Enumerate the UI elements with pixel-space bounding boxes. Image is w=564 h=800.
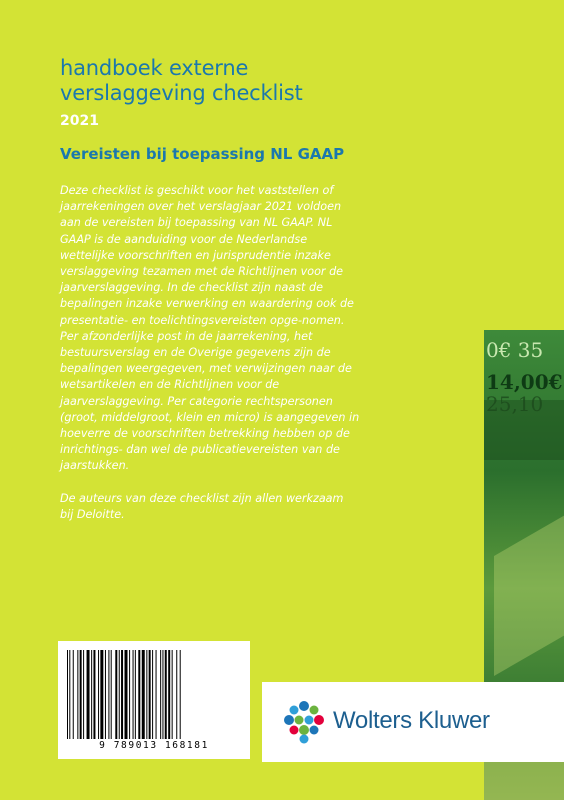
barcode-bar <box>69 650 70 739</box>
barcode-bar <box>152 650 153 739</box>
edition-year: 2021 <box>60 113 99 129</box>
barcode-bar <box>172 650 173 739</box>
barcode-bar <box>83 650 84 739</box>
description-paragraph-1: Deze checklist is geschikt voor het vaststellen of jaarrekeningen over het verslagjaar 2021 voldoen aan de vereisten bij toepassing van NL GAAP. NL GAAP is de aanduiding voor de Nederlandse wettelijke voorschriften en jurisprudentie inzake verslaggeving tezamen met de Richtlijnen voor de jaarverslaggeving. In de checklist zijn naast de bepalingen inzake verwerking en waardering ook de presentatie- en toelichtingsvereisten opge-nomen. Per afzonderlijke post in de jaarrekening, het bestuursverslag en de Overige gegevens zijn de bepalingen weergegeven, met verwijzingen naar de wetsartikelen en de Richtlijnen voor de jaarverslaggeving. Per categorie rechtspersonen (groot, middelgroot, klein en micro) is aangegeven in hoeverre de voorschriften betrekking hebben op de inrichtings- dan wel de publicatievereisten van de jaarstukken. <box>60 184 360 473</box>
barcode-bar <box>125 650 128 739</box>
barcode-bar <box>87 650 90 739</box>
barcode-bar <box>73 650 74 739</box>
barcode-bar <box>135 650 136 739</box>
barcode-bar <box>108 650 109 739</box>
publisher-name: Wolters Kluwer <box>333 707 490 734</box>
photo-price-text: 14,00€ <box>486 370 563 394</box>
back-cover-description <box>60 183 360 523</box>
barcode-bar <box>129 650 130 739</box>
barcode-bar <box>165 650 167 739</box>
barcode-bar <box>149 650 151 739</box>
barcode-bar <box>77 650 78 739</box>
photo-price-text: 25,10 <box>486 392 544 416</box>
barcode-bar <box>176 650 177 739</box>
wolters-kluwer-dots-icon <box>281 699 327 745</box>
barcode-bar <box>100 650 103 739</box>
isbn-barcode <box>58 641 250 759</box>
barcode-bar <box>93 650 95 739</box>
barcode-bar <box>138 650 140 739</box>
barcode-bar <box>80 650 82 739</box>
barcode-bars <box>67 650 239 739</box>
description-paragraph-2: De auteurs van deze checklist zijn allen werkzaam bij Deloitte. <box>60 491 344 521</box>
barcode-bar <box>180 650 181 739</box>
book-title-line1: handboek externe <box>60 56 249 80</box>
barcode-bar <box>98 650 99 739</box>
book-title-line2: verslaggeving checklist <box>60 81 303 105</box>
photo-shade <box>494 504 564 676</box>
barcode-bar <box>162 650 163 739</box>
book-title <box>60 56 303 106</box>
barcode-bar <box>91 650 92 739</box>
barcode-bar <box>119 650 120 739</box>
barcode-digits: 9 789013 168181 <box>99 740 209 751</box>
barcode-bar <box>121 650 123 739</box>
book-subtitle: Vereisten bij toepassing NL GAAP <box>60 145 345 163</box>
barcode-bar <box>156 650 157 739</box>
barcode-bar <box>168 650 170 739</box>
barcode-bar <box>115 650 117 739</box>
barcode-bar <box>67 650 68 739</box>
barcode-bar <box>111 650 112 739</box>
barcode-bar <box>160 650 161 739</box>
photo-price-text: 0€ 35 <box>486 338 544 362</box>
barcode-bar <box>105 650 106 739</box>
barcode-bar <box>142 650 145 739</box>
barcode-bar <box>133 650 134 739</box>
barcode-bar <box>146 650 147 739</box>
publisher-logo-box <box>262 682 564 762</box>
